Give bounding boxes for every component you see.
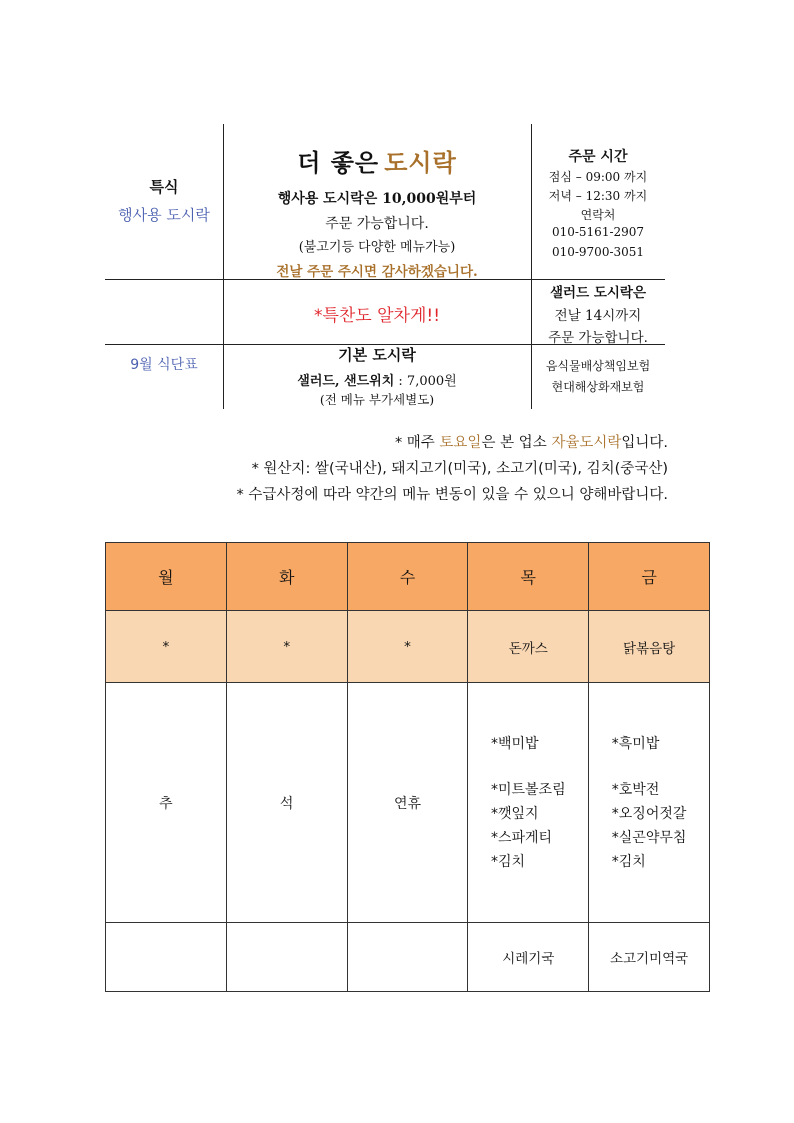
order-time-title: 주문 시간 [568, 149, 628, 165]
soup-wed [347, 923, 468, 992]
body-tue: 석 [226, 683, 347, 923]
fri-rice: *흑미밥 [611, 735, 660, 752]
banchan-tagline: *특찬도 알차게!! [313, 306, 441, 326]
weekly-menu-table [105, 542, 710, 992]
body-fri [589, 683, 710, 923]
day-thu: 목 [468, 543, 589, 611]
menu-month-label: 9월 식단표 [130, 357, 198, 373]
thu-rice: *백미밥 [490, 735, 539, 752]
note-origin: * 원산지: 쌀(국내산), 돼지고기(미국), 소고기(미국), 김치(중국산) [251, 461, 668, 477]
salad-note-line-2: 전날 14시까지 [554, 308, 642, 324]
soup-tue [226, 923, 347, 992]
salad-note-line-3: 주문 가능합니다. [548, 330, 648, 346]
contact-label: 연락처 [580, 208, 616, 222]
thu-item: *김치 [490, 853, 526, 870]
thanks-line: 전날 주문 주시면 감사하겠습니다. [276, 264, 478, 280]
thu-item: *미트볼조림 [490, 781, 566, 798]
salad-note-line-1: 샐러드 도시락은 [550, 285, 646, 301]
note-saturday-accent: 자율도시락 [551, 435, 622, 451]
soup-thu: 시레기국 [468, 923, 589, 992]
note-saturday-mid: 은 본 업소 [481, 435, 552, 451]
thu-menu-list [491, 732, 566, 874]
note-saturday-prefix: * 매주 [394, 435, 440, 451]
title-accent: 도시락 [384, 149, 457, 177]
day-wed: 수 [347, 543, 468, 611]
body-mon: 추 [106, 683, 227, 923]
special-mon: * [106, 611, 227, 683]
title-prefix: 더 좋은 [297, 149, 380, 177]
fri-item: *오징어젓갈 [611, 805, 687, 822]
insurance-line-1: 음식물배상책임보험 [545, 359, 651, 373]
note-saturday-day: 토요일 [439, 435, 482, 451]
day-tue: 화 [226, 543, 347, 611]
note-saturday [395, 431, 668, 452]
fri-item: *김치 [611, 853, 646, 870]
dinner-deadline: 저녁 – 12:30 까지 [548, 189, 648, 203]
vat-note: (전 메뉴 부가세별도) [319, 392, 435, 407]
basic-price-label: 샐러드, 샌드위치 [297, 374, 395, 389]
special-tue: * [226, 611, 347, 683]
phone-number-1: 010-5161-2907 [551, 225, 645, 239]
menu-variety-line: (불고기등 다양한 메뉴가능) [298, 240, 456, 255]
basic-lunchbox-price [223, 370, 531, 389]
body-thu [468, 683, 589, 923]
special-wed: * [347, 611, 468, 683]
fri-menu-list [612, 732, 687, 874]
basic-price-value: : 7,000원 [398, 374, 457, 389]
insurance-line-2: 현대해상화재보험 [551, 380, 645, 394]
day-mon: 월 [106, 543, 227, 611]
special-menu-row [106, 611, 710, 683]
day-header-row [106, 543, 710, 611]
day-fri: 금 [589, 543, 710, 611]
fri-item: *호박전 [611, 781, 660, 798]
lunch-deadline: 점심 – 09:00 까지 [548, 170, 648, 184]
note-menu-change: * 수급사정에 따라 약간의 메뉴 변동이 있을 수 있으니 양해바랍니다. [236, 487, 668, 503]
soup-fri: 소고기미역국 [589, 923, 710, 992]
thu-item: *깻잎지 [490, 805, 539, 822]
basic-lunchbox-title: 기본 도시락 [338, 346, 416, 364]
fri-item: *실곤약무침 [611, 829, 687, 846]
soup-row [106, 923, 710, 992]
soup-mon [106, 923, 227, 992]
special-label: 특식 [149, 178, 179, 196]
main-menu-row [106, 683, 710, 923]
thu-item: *스파게티 [490, 829, 553, 846]
event-lunchbox-label: 행사용 도시락 [118, 206, 210, 224]
note-saturday-suffix: 입니다. [621, 435, 668, 451]
body-wed: 연휴 [347, 683, 468, 923]
special-thu: 돈까스 [468, 611, 589, 683]
special-fri: 닭볶음탕 [589, 611, 710, 683]
phone-number-2: 010-9700-3051 [551, 245, 645, 259]
order-available-line: 주문 가능합니다. [325, 216, 429, 232]
page-title [223, 143, 531, 178]
event-price-line: 행사용 도시락은 10,000원부터 [277, 191, 477, 207]
